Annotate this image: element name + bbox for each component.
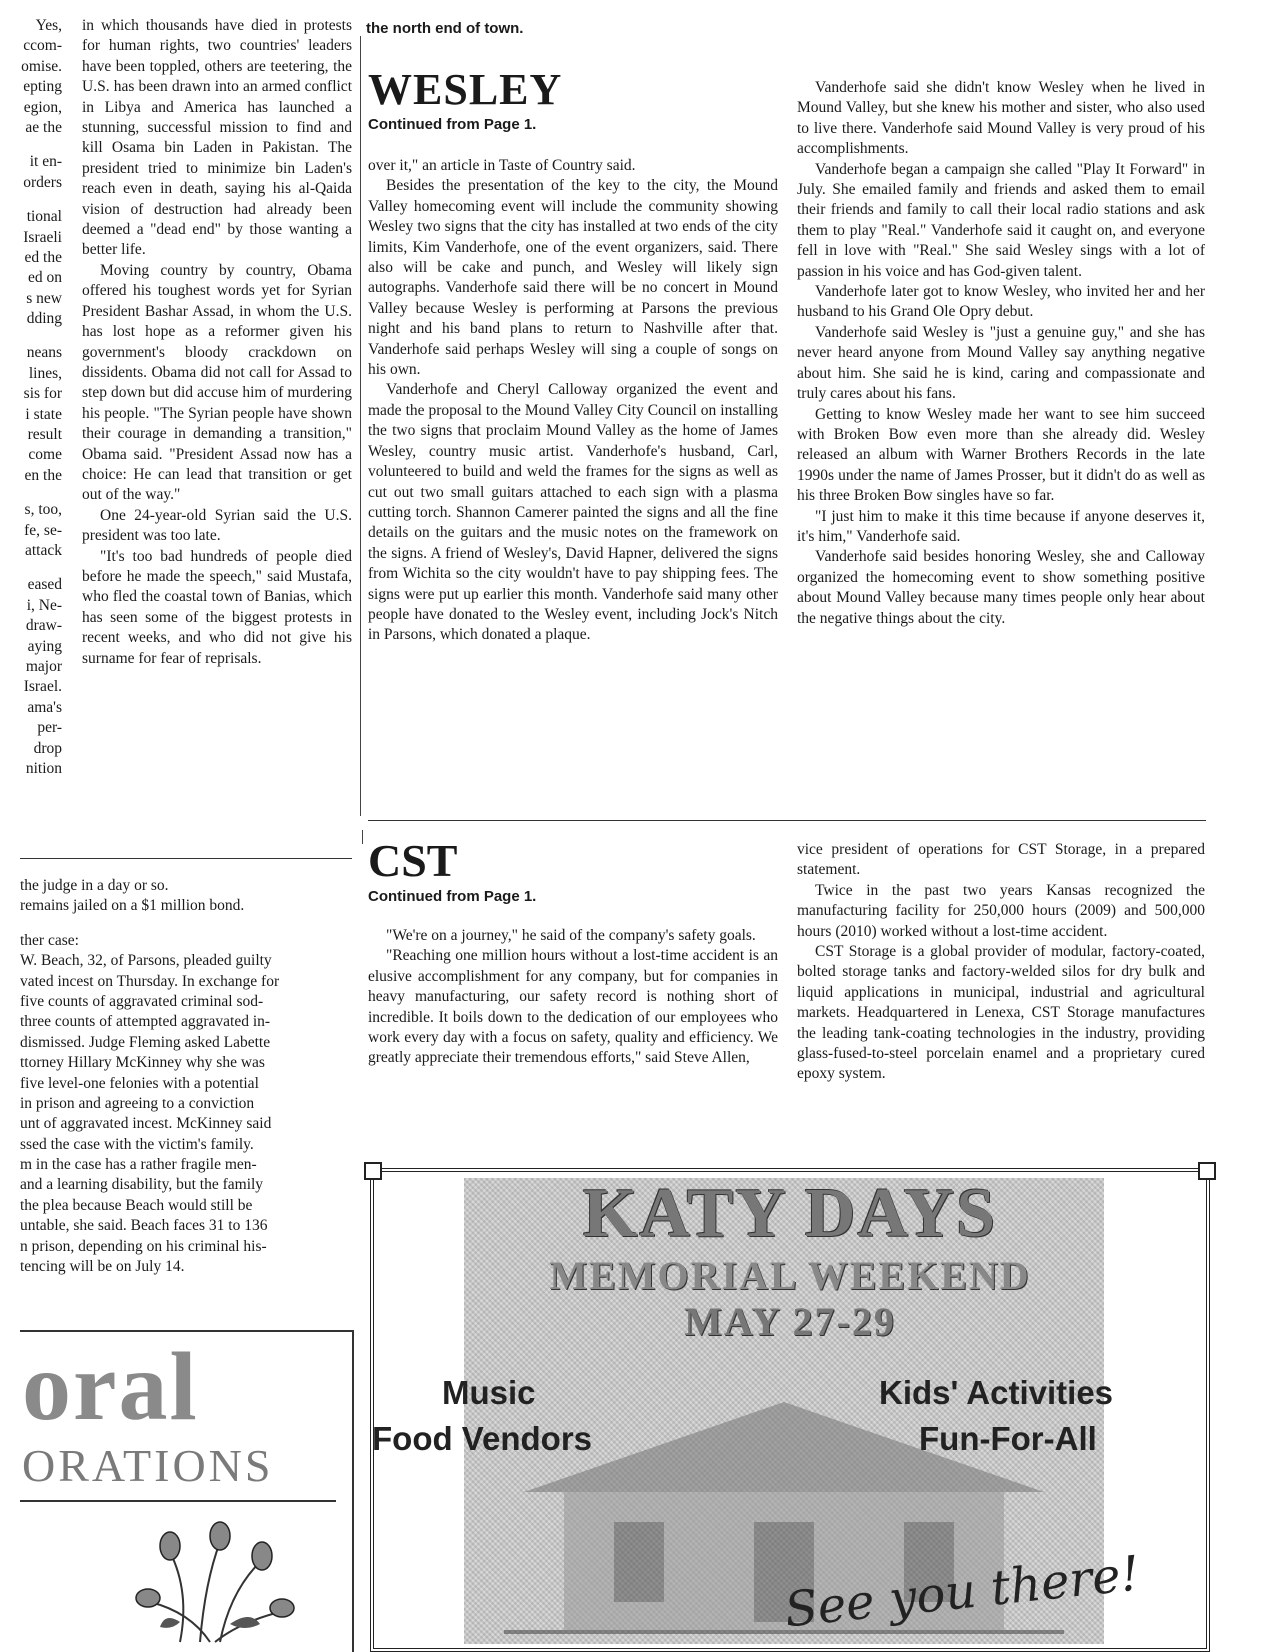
text-line-fragment [8, 486, 62, 500]
article-paragraph: Besides the presentation of the key to the city, the Mound Valley homecoming event will include the community showing Wesley two signs that the city has installed at two ends of the city limits, Kim Vanderhofe, one of the event organizers, said. There also will be cake and punch, and Wesley will likely sign autographs. Vanderhofe said there will be no concert in Mound Valley because Wesley is performing at Parsons the previous night and his band plans to return to Nashville after that. Vanderhofe said perhaps Wesley will sing a couple of songs on his own. [368, 177, 778, 379]
text-line-fragment: major [25, 657, 62, 675]
text-line-fragment: Yes, [35, 17, 62, 34]
text-line-fragment [8, 138, 62, 152]
wesley-continued-label: Continued from Page 1. [368, 116, 537, 133]
text-line-fragment: and a learning disability, but the family [20, 1176, 264, 1194]
text-line-fragment: orders [23, 173, 62, 191]
section-divider [20, 858, 352, 859]
text-line-fragment: epting [23, 78, 62, 96]
text-line-fragment: three counts of attempted aggravated in- [20, 1013, 271, 1031]
text-line-fragment: attack [24, 541, 62, 559]
text-line-fragment: untable, she said. Beach faces 31 to 136 [20, 1217, 268, 1235]
text-line-fragment: draw- [25, 617, 62, 635]
world-news-continuation [82, 16, 352, 669]
article-paragraph: Vanderhofe later got to know Wesley, who invited her and her husband to his Grand Ole Opry debut. [797, 283, 1205, 321]
article-paragraph: "We're on a journey," he said of the company's safety goals. [386, 927, 756, 944]
text-line-fragment: ama's [27, 698, 62, 716]
text-line-fragment: ttorney Hillary McKinney why she was [20, 1054, 265, 1072]
section-divider [368, 820, 1206, 821]
cst-column-1 [368, 926, 778, 1069]
article-paragraph: vice president of operations for CST Storage, in a prepared statement. [797, 841, 1205, 879]
article-paragraph: Vanderhofe and Cheryl Calloway organized the event and made the proposal to the Mound Valley City Council on installing the two signs that proclaim Mound Valley as the home of James Wesley, country music artist. Vanderhofe's husband, Carl, volunteered to build and weld the frames for the signs as well as cut out two small guitars attached to each sign with a plasma cutting torch. Shannon Camerer painted the signs and all the fine details on the guitars and the music notes on the framework on the signs. A friend of Wesley's, David Hapner, delivered the signs from Wichita so the city wouldn't have to pay shipping fees. The signs were put up earlier this month. Vanderhofe said many other people have donated to the Wesley event, including Jock's Nitch in Parsons, which donated a plaque. [368, 381, 778, 644]
article-paragraph: "It's too bad hundreds of people died before he made the speech," said Mustafa, who fled the coastal town of Banias, which has seen some of the biggest protests in recent weeks, and who did not give his surname for fear of reprisals. [82, 547, 352, 667]
text-line-fragment: Israel. [23, 678, 62, 696]
text-line-fragment: s new [26, 289, 62, 307]
text-line-fragment: ed the [24, 248, 62, 266]
article-paragraph: Vanderhofe said besides honoring Wesley, she and Calloway organized the homecoming event to show something positive about Mound Valley because many times people only hear about the negative things about the city. [797, 548, 1205, 627]
text-line-fragment [8, 329, 62, 343]
wesley-column-1 [368, 156, 778, 646]
wesley-column-2 [797, 78, 1205, 629]
ad-tagline: See you there! [782, 1545, 1143, 1639]
text-line-fragment: dding [26, 310, 62, 328]
ad-feature-fun-for-all: Fun-For-All [919, 1420, 1097, 1457]
text-line-fragment: in prison and agreeing to a conviction [20, 1094, 255, 1112]
text-line-fragment: it en- [29, 153, 62, 171]
text-line-fragment: ccom- [23, 37, 62, 55]
flower-illustration [120, 1512, 320, 1652]
column-divider [362, 830, 363, 844]
text-line-fragment: neans [26, 344, 62, 362]
article-paragraph: Vanderhofe said she didn't know Wesley when he lived in Mound Valley, but she knew his mother and sister, who also used to live there. Vanderhofe said Mound Valley is very proud of his accomplishments. [797, 79, 1205, 158]
ad-feature-food-vendors: Food Vendors [372, 1420, 593, 1457]
ad-feature-music: Music [442, 1374, 536, 1411]
text-line-fragment: ed on [27, 269, 62, 287]
text-line-fragment: i, Ne- [26, 596, 62, 614]
article-paragraph: Moving country by country, Obama offered his toughest words yet for Syrian President Bashar Assad, in whom the U.S. has lost hope as a reformer given his government's bloody crackdown on dissidents. Obama did not call for Assad to step down but did accuse him of murdering his people. "The Syrian people have shown their courage in demanding a transition," Obama said. "President Assad now has a choice: He can lead that transition or get out of the way." [82, 261, 352, 504]
text-line-fragment: ssed the case with the victim's family. [20, 1135, 254, 1153]
ad-feature-kids-activities: Kids' Activities [879, 1374, 1114, 1411]
text-line-fragment: per- [37, 719, 62, 737]
wesley-headline: WESLEY [368, 66, 563, 114]
text-line-fragment: ae the [25, 118, 62, 136]
left-column-fragment-top [8, 16, 62, 779]
text-line-fragment: lines, [28, 364, 62, 382]
text-line-fragment: m in the case has a rather fragile men- [20, 1156, 257, 1174]
column-divider [360, 36, 361, 816]
text-line-fragment: drop [33, 739, 62, 757]
article-paragraph: over it," an article in Taste of Country said. [368, 157, 636, 174]
left-column-fragment-bottom [20, 876, 352, 1277]
text-line-fragment: vated incest on Thursday. In exchange for [20, 972, 280, 990]
text-line-fragment: the judge in a day or so. [20, 877, 169, 894]
floral-ad-subword: ORATIONS [22, 1440, 274, 1491]
cst-continued-label: Continued from Page 1. [368, 888, 537, 905]
text-line-fragment: tional [26, 208, 62, 226]
text-line-fragment: the plea because Beach would still be [20, 1196, 253, 1214]
text-line-fragment: five level-one felonies with a potential [20, 1074, 259, 1092]
text-line-fragment: fe, se- [24, 521, 62, 539]
text-line-fragment: sis for [23, 385, 62, 403]
article-paragraph: Vanderhofe said Wesley is "just a genuine guy," and she has never heard anyone from Mound Valley say anything negative about him. She said he is kind, caring and compassionate and truly cares about his fans. [797, 323, 1205, 403]
ad-title: KATY DAYS [582, 1175, 998, 1252]
text-line-fragment: unt of aggravated incest. McKinney said [20, 1115, 272, 1133]
cst-article [368, 836, 788, 911]
ad-subtitle: MEMORIAL WEEKEND [549, 1253, 1031, 1298]
text-line-fragment: eased [27, 576, 62, 594]
text-line-fragment: dismissed. Judge Fleming asked Labette [20, 1033, 271, 1051]
article-paragraph: Getting to know Wesley made her want to see him succeed with Broken Bow even more than she already did. Wesley released an album with Warner Brothers Records in the late 1990s under the name of James Prosser, but it didn't do as well as his three Broken Bow singles have so far. [797, 405, 1205, 505]
katy-days-ad [370, 1168, 1210, 1652]
text-line-fragment [8, 193, 62, 207]
text-line-fragment: i state [25, 405, 62, 423]
text-line-fragment: en the [24, 466, 62, 484]
article-paragraph: One 24-year-old Syrian said the U.S. president was too late. [82, 506, 352, 545]
article-paragraph: in which thousands have died in protests for human rights, two countries' leaders have been toppled, others are teetering, the U.S. has been drawn into an armed conflict in Libya and America has launched a stunning, successful mission to find and kill Osama bin Laden in Pakistan. The president tried to minimize bin Laden's reach even in death, saying his al-Qaida vision of destruction had already been deemed a "dead end" by those wanting a better life. [82, 17, 352, 259]
article-paragraph: Twice in the past two years Kansas recognized the manufacturing facility for 250,000 hours (2009) and 500,000 hours (2010) worked without a lost-time accident. [797, 881, 1205, 940]
floral-ad-word: oral [22, 1333, 199, 1441]
text-line-fragment: egion, [23, 98, 62, 116]
text-line-fragment: ther case: [20, 931, 79, 949]
ad-dates: MAY 27-29 [684, 1299, 896, 1344]
text-line-fragment: five counts of aggravated criminal sod- [20, 992, 264, 1010]
article-paragraph: CST Storage is a global provider of modular, factory-coated, bolted storage tanks and factory-welded silos for dry bulk and liquid applications in municipal, industrial and agricultural markets. Headquartered in Lenexa, CST Storage manufactures the leading tank-coating technologies in the industry, providing glass-fused-to-steel porcelain enamel and a proprietary cured epoxy system. [797, 943, 1205, 1083]
article-paragraph: Vanderhofe began a campaign she called "Play It Forward" in July. She emailed family and friends and asked them to email their friends and family to call their local radio stations and ask them to play "Real." Vanderhofe said it caught on, and everyone fell in love with "Real." She said Wesley sings with a lot of passion in his voice and has God-given talent. [797, 160, 1205, 280]
text-line-fragment: s, too, [24, 501, 62, 519]
header-fragment: the north end of town. [366, 20, 524, 37]
article-paragraph: "Reaching one million hours without a lost-time accident is an elusive accomplishment for any company, but for companies in heavy manufacturing, our safety record is nothing short of incredible. It boils down to the dedication of our employees who work every day with a focus on safety, quality and efficiency. We greatly appreciate their tremendous efforts," said Steve Allen, [368, 947, 778, 1067]
text-line-fragment: omise. [21, 57, 62, 75]
cst-headline: CST [368, 836, 458, 886]
text-line-fragment [8, 561, 62, 575]
article-paragraph: "I just him to make it this time because if anyone deserves it, it's him," Vanderhofe said. [797, 507, 1205, 545]
text-line-fragment: aying [27, 637, 62, 655]
text-line-fragment: remains jailed on a $1 million bond. [20, 897, 245, 915]
floral-ad [20, 1330, 354, 1652]
text-line-fragment: result [27, 426, 62, 444]
cst-column-2 [797, 840, 1205, 1085]
text-line-fragment: tencing will be on July 14. [20, 1258, 185, 1276]
text-line-fragment: W. Beach, 32, of Parsons, pleaded guilty [20, 952, 272, 970]
text-line-fragment [20, 917, 352, 931]
text-line-fragment: nition [25, 759, 62, 777]
text-line-fragment: n prison, depending on his criminal his- [20, 1237, 267, 1255]
text-line-fragment: Israeli [23, 228, 62, 246]
floral-ad-rule [20, 1500, 336, 1502]
text-line-fragment: come [28, 446, 62, 464]
